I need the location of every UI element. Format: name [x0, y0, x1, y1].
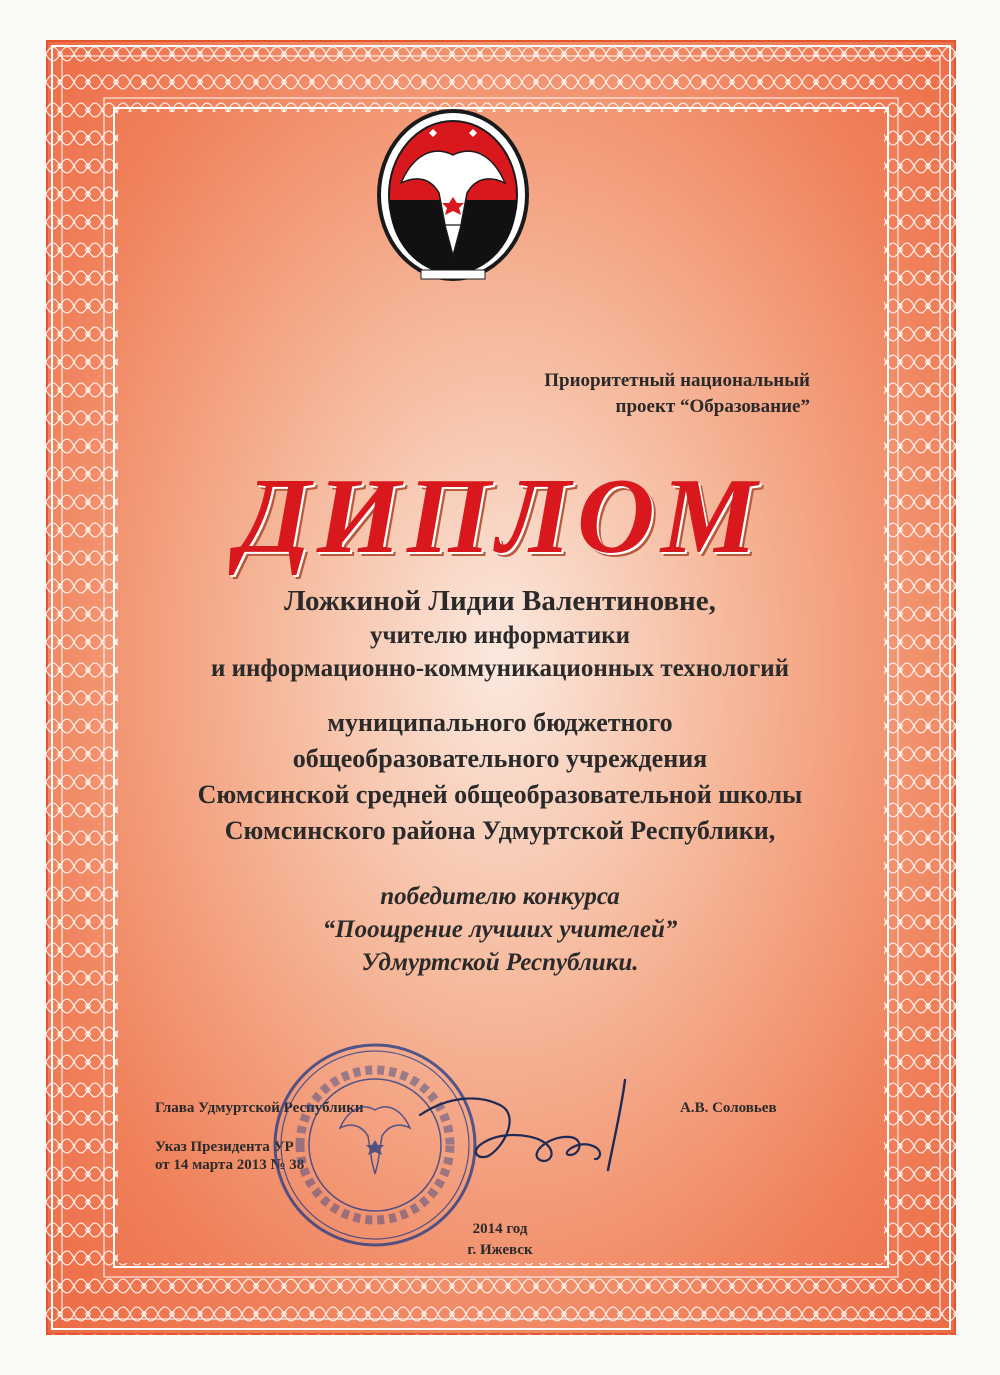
project-line-2: проект “Образование” — [615, 396, 810, 417]
diploma-title: ДИПЛОМ — [237, 457, 763, 576]
school-line-4: Сюмсинского района Удмуртской Республики, — [224, 816, 776, 845]
contest-line-3: Удмуртской Республики. — [361, 949, 639, 976]
contest-line-2: “Поощрение лучших учителей” — [322, 916, 678, 943]
signatory-position: Глава Удмуртской Республики — [155, 1100, 364, 1116]
recipient-name: Ложкиной Лидии Валентиновне, — [284, 585, 716, 617]
school-block — [0, 705, 1000, 849]
recipient-block — [0, 583, 1000, 685]
decree-line-1: Указ Президента УР — [155, 1139, 294, 1155]
contest-block — [0, 880, 1000, 979]
recipient-position-2: и информационно-коммуникационных технологий — [210, 655, 790, 682]
udmurt-coat-of-arms-icon — [373, 105, 533, 295]
school-line-3: Сюмсинской средней общеобразовательной школы — [197, 780, 803, 809]
school-line-2: общеобразовательного учреждения — [292, 744, 708, 773]
handwritten-signature-icon — [410, 1075, 670, 1175]
project-caption — [544, 368, 810, 420]
issue-city: г. Ижевск — [467, 1242, 533, 1258]
recipient-position-1: учителю информатики — [369, 622, 631, 649]
issue-place-date — [0, 1219, 1000, 1261]
signatory-name: А.В. Соловьев — [680, 1100, 777, 1116]
project-line-1: Приоритетный национальный — [544, 370, 810, 391]
contest-line-1: победителю конкурса — [380, 883, 620, 910]
issue-year: 2014 год — [472, 1221, 528, 1237]
decree-line-2: от 14 марта 2013 № 38 — [155, 1157, 305, 1173]
school-line-1: муниципального бюджетного — [327, 708, 673, 737]
